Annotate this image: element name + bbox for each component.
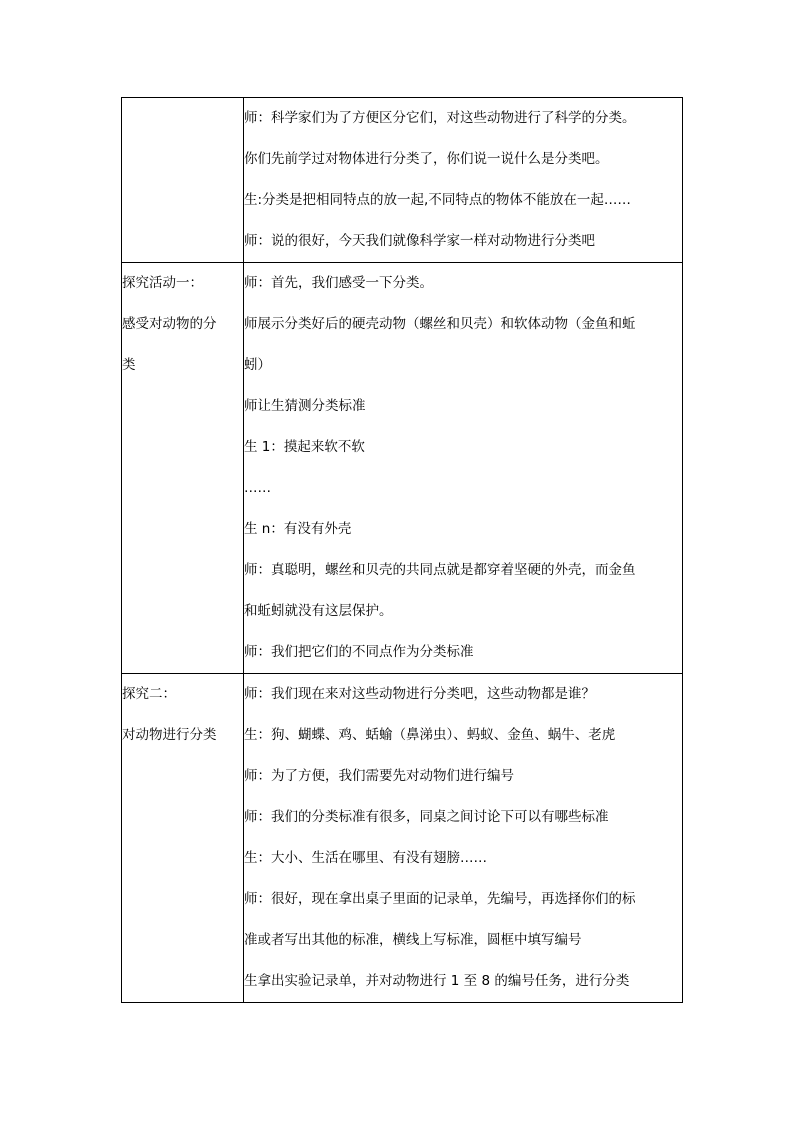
text-line: 师：我们把它们的不同点作为分类标准 (244, 644, 474, 660)
text-line: 生 n：有没有外壳 (244, 521, 352, 537)
text-line: 师：我们现在来对这些动物进行分类吧，这些动物都是谁？ (244, 686, 595, 702)
text-line: 师：很好，现在拿出桌子里面的记录单，先编号，再选择你们的标 (244, 891, 636, 907)
activity-content-cell (244, 674, 683, 1003)
text-line: 师：真聪明，螺丝和贝壳的共同点就是都穿着坚硬的外壳，而金鱼 (244, 562, 636, 578)
text-line: 师：为了方便，我们需要先对动物们进行编号 (244, 768, 514, 784)
text-line: 和蚯蚓就没有这层保护。 (244, 603, 393, 619)
text-line: 蚓） (244, 357, 271, 373)
text-line: 师让生猜测分类标准 (244, 398, 366, 414)
stage-label-line: 探究二： (122, 686, 176, 702)
text-line: 准或者写出其他的标准，横线上写标准，圆框中填写编号 (244, 932, 582, 948)
text-line: …… (244, 480, 271, 496)
activity-content-cell (244, 98, 683, 263)
stage-label-line: 探究活动一： (122, 275, 203, 291)
text-line: 你们先前学过对物体进行分类了，你们说一说什么是分类吧。 (244, 151, 609, 167)
text-line: 师：说的很好，今天我们就像科学家一样对动物进行分类吧 (244, 233, 595, 249)
stage-label-cell (122, 263, 244, 674)
text-line: 师：首先，我们感受一下分类。 (244, 275, 433, 291)
text-line: 生：大小、生活在哪里、有没有翅膀…… (244, 850, 487, 866)
text-line: 生:分类是把相同特点的放一起,不同特点的物体不能放在一起…… (244, 192, 631, 208)
text-line: 生 1：摸起来软不软 (244, 439, 365, 455)
text-line: 师：科学家们为了方便区分它们，对这些动物进行了科学的分类。 (244, 110, 636, 126)
stage-label-line: 对动物进行分类 (122, 727, 217, 743)
stage-label-line: 感受对动物的分 (122, 316, 217, 332)
lesson-plan-table (121, 97, 683, 1003)
text-line: 生：狗、蝴蝶、鸡、蛞蝓（鼻涕虫）、蚂蚁、金鱼、蜗牛、老虎 (244, 727, 616, 743)
text-line: 师展示分类好后的硬壳动物（螺丝和贝壳）和软体动物（金鱼和蚯 (244, 316, 636, 332)
activity-content-cell (244, 263, 683, 674)
stage-label-cell (122, 674, 244, 1003)
table-row (122, 98, 683, 263)
text-line: 生拿出实验记录单，并对动物进行 1 至 8 的编号任务，进行分类 (244, 973, 630, 989)
text-line: 师：我们的分类标准有很多，同桌之间讨论下可以有哪些标准 (244, 809, 609, 825)
stage-label-cell (122, 98, 244, 263)
stage-label-line: 类 (122, 357, 136, 373)
table-row (122, 674, 683, 1003)
table-row (122, 263, 683, 674)
